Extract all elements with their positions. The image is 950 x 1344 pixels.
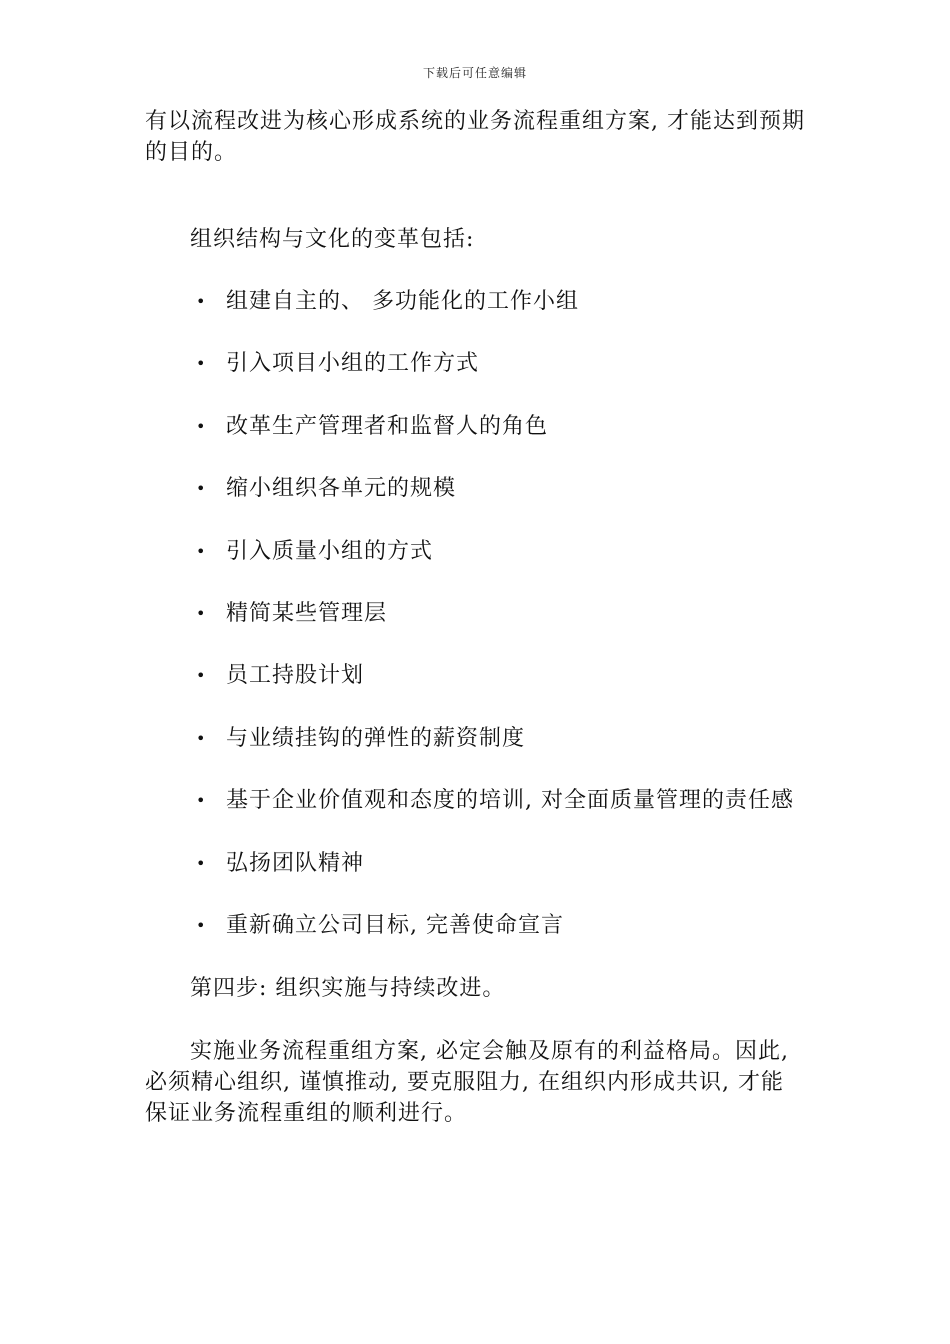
bullet-icon: •: [196, 791, 207, 811]
list-item: [196, 660, 836, 722]
header-note: 下载后可任意编辑: [422, 66, 527, 80]
list-item: [196, 598, 836, 660]
list-item-text: 员工持股计划: [226, 663, 365, 689]
bullet-icon: •: [196, 666, 207, 686]
list-item: [196, 723, 836, 785]
implementation-paragraph: 实施业务流程重组方案, 必定会触及原有的利益格局。因此, 必须精心组织, 谨慎推动, 要克服阻力, 在组织内形成共识, 才能保证业务流程重组的顺利进行。: [145, 1039, 789, 1126]
bullet-icon: •: [196, 541, 207, 561]
bullet-icon: •: [196, 354, 207, 374]
list-item: [196, 785, 836, 847]
list-item-text: 引入质量小组的方式: [226, 538, 434, 564]
list-item-text: 基于企业价值观和态度的培训, 对全面质量管理的责任感: [226, 788, 794, 814]
list-item: [196, 411, 836, 473]
intro-paragraph: 有以流程改进为核心形成系统的业务流程重组方案, 才能达到预期的目的。: [145, 109, 805, 165]
bullet-icon: •: [196, 603, 207, 623]
bullet-icon: •: [196, 915, 207, 935]
list-item-text: 组建自主的、 多功能化的工作小组: [226, 289, 579, 314]
list-item-text: 改革生产管理者和监督人的角色: [226, 413, 549, 439]
step-four-heading: 第四步: 组织实施与持续改进。: [190, 976, 506, 1001]
org-change-list: [196, 286, 836, 972]
bullet-icon: •: [196, 479, 207, 499]
list-item-text: 弘扬团队精神: [226, 850, 365, 876]
list-item-text: 缩小组织各单元的规模: [226, 476, 457, 502]
org-change-heading: 组织结构与文化的变革包括:: [190, 227, 475, 252]
list-item: [196, 536, 836, 598]
list-item-text: 精简某些管理层: [226, 600, 388, 626]
list-item-text: 引入项目小组的工作方式: [226, 351, 480, 377]
list-item: [196, 848, 836, 910]
list-item: [196, 910, 836, 972]
list-item: [196, 348, 836, 410]
list-item: [196, 473, 836, 535]
list-item-text: 与业绩挂钩的弹性的薪资制度: [226, 725, 526, 751]
bullet-icon: •: [196, 853, 207, 873]
list-item-text: 重新确立公司目标, 完善使命宣言: [226, 912, 564, 938]
list-item: [196, 286, 836, 348]
bullet-icon: •: [196, 292, 207, 311]
bullet-icon: •: [196, 416, 207, 436]
bullet-icon: •: [196, 728, 207, 748]
